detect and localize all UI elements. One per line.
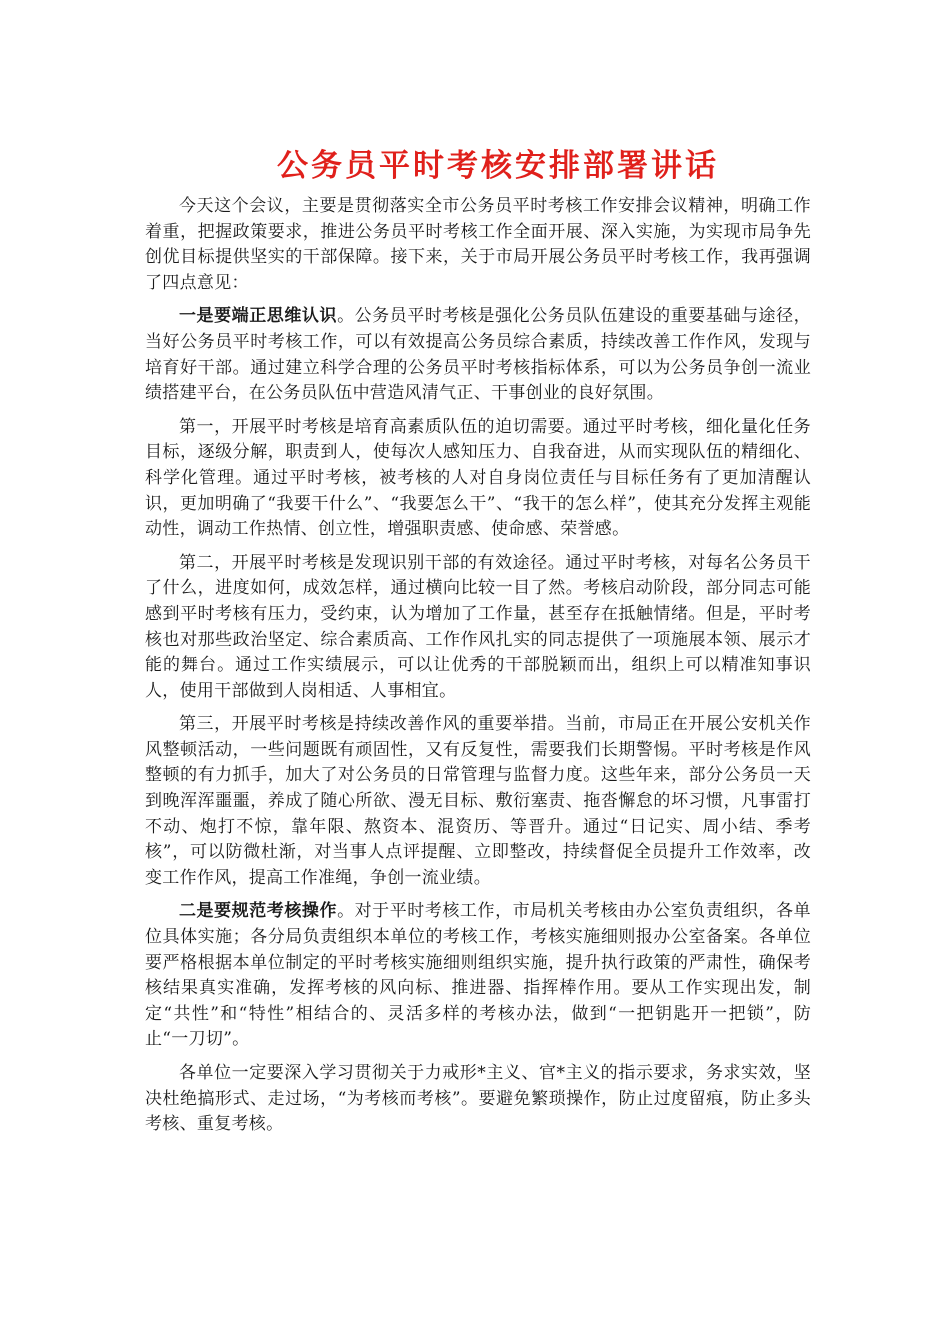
- closing-paragraph: 各单位一定要深入学习贯彻关于力戒形*主义、官*主义的指示要求，务求实效，坚决杜绝搞形式、走过场，“为考核而考核”。要避免繁琐操作，防止过度留痕，防止多头考核、重复考核。: [145, 1063, 811, 1135]
- document-page: [145, 0, 811, 1138]
- point-one-heading: 一是要端正思维认识: [179, 306, 338, 327]
- point-two-heading: 二是要规范考核操作: [179, 901, 338, 922]
- third-reason-paragraph: 第三，开展平时考核是持续改善作风的重要举措。当前，市局正在开展公安机关作风整顿活动，一些问题既有顽固性，又有反复性，需要我们长期警惕。平时考核是作风整顿的有力抓手，加大了对公务员的日常管理与监督力度。这些年来，部分公务员一天到晚浑浑噩噩，养成了随心所欲、漫无目标、敷衍塞责、拖沓懈怠的坏习惯，凡事雷打不动、炮打不惊，靠年限、熬资本、混资历、等晋升。通过“日记实、周小结、季考核”，可以防微杜渐，对当事人点评提醒、立即整改，持续督促全员提升工作效率，改变工作作风，提高工作准绳，争创一流业绩。: [145, 714, 811, 888]
- document-title: 公务员平时考核安排部署讲话: [277, 148, 719, 184]
- point-one-text: 。公务员平时考核是强化公务员队伍建设的重要基础与途径，当好公务员平时考核工作，可以有效提高公务员综合素质，持续改善工作作风，发现与培育好干部。通过建立科学合理的公务员平时考核指标体系，可以为公务员争创一流业绩搭建平台，在公务员队伍中营造风清气正、干事创业的良好氛围。: [145, 306, 811, 404]
- intro-paragraph: 今天这个会议，主要是贯彻落实全市公务员平时考核工作安排会议精神，明确工作着重，把握政策要求，推进公务员平时考核工作全面开展、深入实施，为实现市局争先创优目标提供坚实的干部保障。接下来，关于市局开展公务员平时考核工作，我再强调了四点意见：: [145, 196, 811, 293]
- point-two-paragraph: [145, 899, 811, 1053]
- point-two-text: 。对于平时考核工作，市局机关考核由办公室负责组织，各单位具体实施；各分局负责组织本单位的考核工作，考核实施细则报办公室备案。各单位要严格根据本单位制定的平时考核实施细则组织实施，提升执行政策的严肃性，确保考核结果真实准确，发挥考核的风向标、推进器、指挥棒作用。要从工作实现出发，制定“共性”和“特性”相结合的、灵活多样的考核办法，做到“一把钥匙开一把锁”，防止“一刀切”。: [145, 901, 811, 1050]
- point-one-paragraph: [145, 304, 811, 406]
- second-reason-paragraph: 第二，开展平时考核是发现识别干部的有效途径。通过平时考核，对每名公务员干了什么，进度如何，成效怎样，通过横向比较一目了然。考核启动阶段，部分同志可能感到平时考核有压力，受约束，认为增加了工作量，甚至存在抵触情绪。但是，平时考核也对那些政治坚定、综合素质高、工作作风扎实的同志提供了一项施展本领、展示才能的舞台。通过工作实绩展示，可以让优秀的干部脱颖而出，组织上可以精准知事识人，使用干部做到人岗相适、人事相宜。: [145, 552, 811, 701]
- first-reason-paragraph: 第一，开展平时考核是培育高素质队伍的迫切需要。通过平时考核，细化量化任务目标，逐级分解，职责到人，使每次人感知压力、自我奋进，从而实现队伍的精细化、科学化管理。通过平时考核，被考核的人对自身岗位责任与目标任务有了更加清醒认识，更加明确了“我要干什么”、“我要怎么干”、“我干的怎么样”，使其充分发挥主观能动性，调动工作热情、创立性，增强职责感、使命感、荣誉感。: [145, 416, 811, 540]
